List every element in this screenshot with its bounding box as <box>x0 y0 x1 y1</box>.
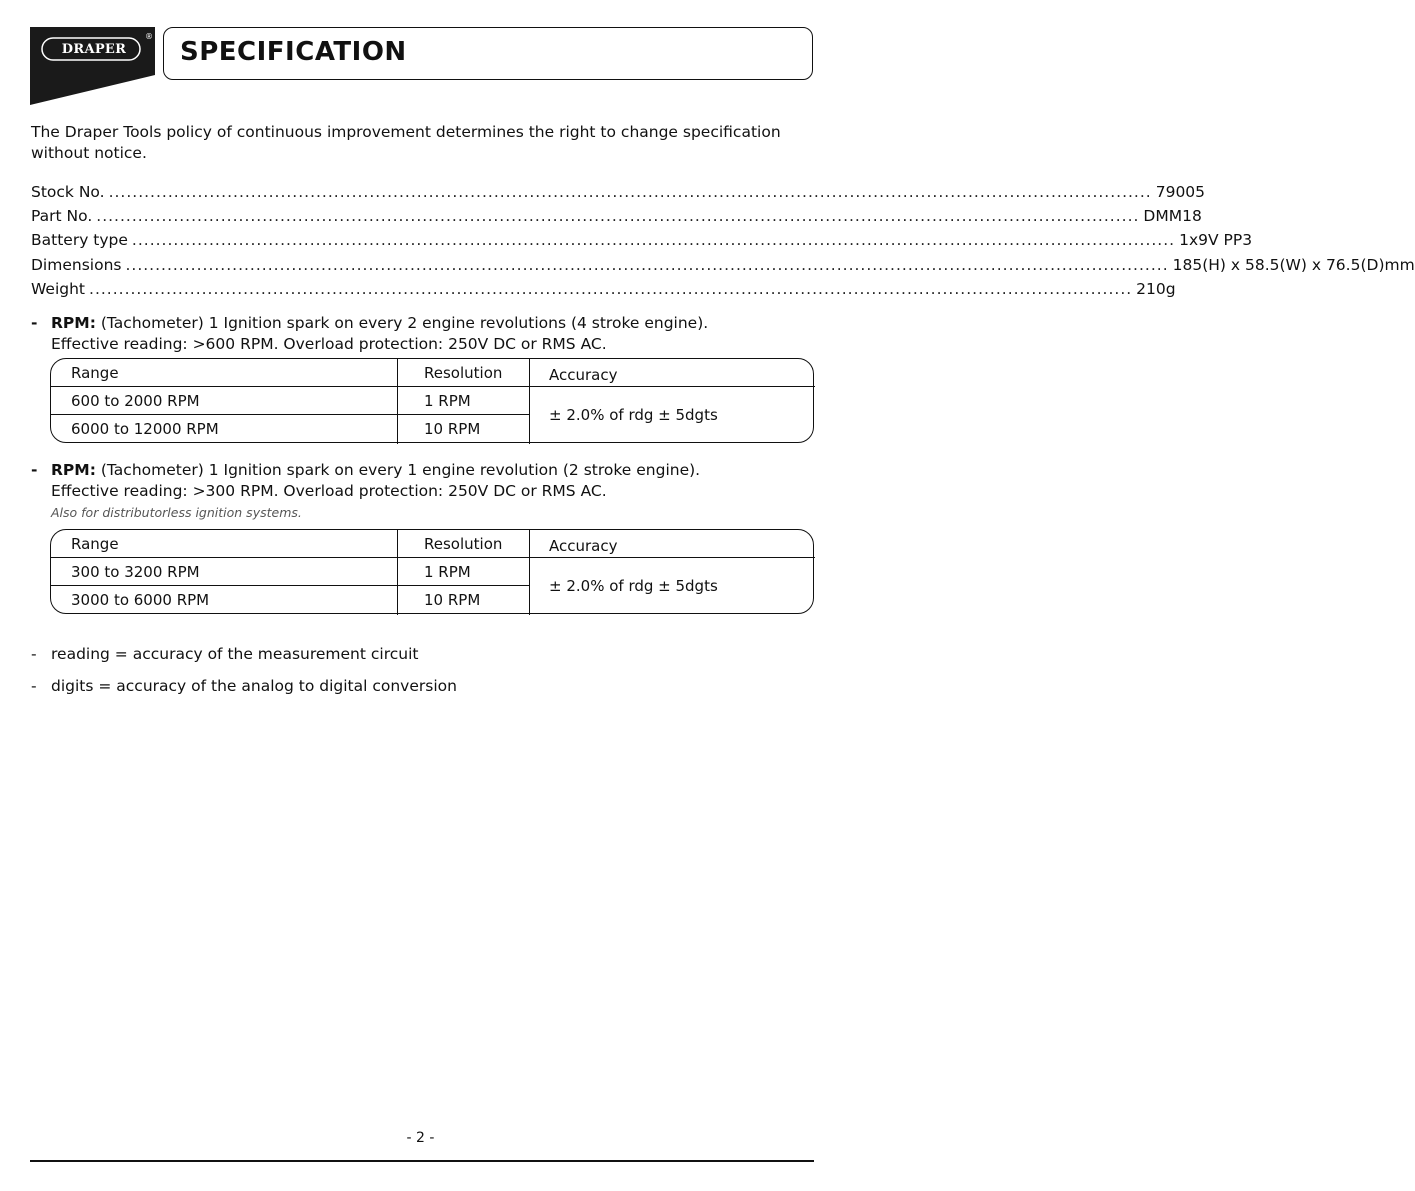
note-dash: - <box>31 677 37 695</box>
section-line-2: Effective reading: >300 RPM. Overload protection: 250V DC or RMS AC. <box>51 482 607 500</box>
spec-label: Stock No. <box>31 183 105 201</box>
leader-dots: ................................................................................................................................................................................ <box>125 256 1169 274</box>
footer-rule <box>30 1160 814 1162</box>
spec-row-battery <box>31 229 1253 251</box>
spec-label: Part No. <box>31 207 93 225</box>
note-dash: - <box>31 645 37 663</box>
section-label: RPM: <box>51 461 96 479</box>
spec-label: Weight <box>31 280 86 298</box>
spec-value: DMM18 <box>1143 207 1202 225</box>
header-accuracy: Accuracy <box>549 365 618 384</box>
note-digits <box>31 677 457 695</box>
cell-resolution: 10 RPM <box>424 590 481 609</box>
intro-paragraph: The Draper Tools policy of continuous improvement determines the right to change specification without notice. <box>31 123 781 162</box>
rpm-section-2-stroke <box>31 460 821 523</box>
spec-row-dimensions <box>31 254 1415 276</box>
cell-resolution: 10 RPM <box>424 419 481 438</box>
spec-row-weight <box>31 278 1176 300</box>
spec-value: 210g <box>1136 280 1176 298</box>
rpm-section-4-stroke <box>31 313 821 355</box>
spec-value: 185(H) x 58.5(W) x 76.5(D)mm <box>1172 256 1415 274</box>
registered-mark: ® <box>145 32 153 41</box>
header-range: Range <box>71 363 119 382</box>
logo-banner-shape <box>30 27 155 107</box>
draper-logo <box>30 27 155 107</box>
spec-label: Battery type <box>31 231 128 249</box>
cell-resolution: 1 RPM <box>424 391 471 410</box>
cell-range: 3000 to 6000 RPM <box>71 590 210 609</box>
spec-row-stock <box>31 181 1206 203</box>
note-text: reading = accuracy of the measurement circuit <box>51 645 419 663</box>
cell-range: 6000 to 12000 RPM <box>71 419 219 438</box>
spec-label: Dimensions <box>31 256 122 274</box>
page-number: - 2 - <box>406 1130 435 1146</box>
leader-dots: ................................................................................................................................................................................ <box>131 231 1176 249</box>
cell-accuracy: ± 2.0% of rdg ± 5dgts <box>549 405 718 424</box>
section-line-1: (Tachometer) 1 Ignition spark on every 2 engine revolutions (4 stroke engine). <box>100 314 709 332</box>
header-resolution: Resolution <box>424 363 503 382</box>
section-line-1: (Tachometer) 1 Ignition spark on every 1 engine revolution (2 stroke engine). <box>100 461 701 479</box>
leader-dots: ................................................................................................................................................................................ <box>108 183 1152 201</box>
cell-range: 600 to 2000 RPM <box>71 391 200 410</box>
logo-wordmark: DRAPER <box>61 41 127 57</box>
leader-dots: ................................................................................................................................................................................ <box>96 207 1140 225</box>
section-label: RPM: <box>51 314 96 332</box>
rpm-table-2-stroke <box>50 529 814 614</box>
note-reading <box>31 645 418 663</box>
header-accuracy: Accuracy <box>549 536 618 555</box>
leader-dots: ................................................................................................................................................................................ <box>89 280 1133 298</box>
rpm-table-4-stroke <box>50 358 814 443</box>
cell-resolution: 1 RPM <box>424 562 471 581</box>
spec-value: 79005 <box>1155 183 1206 201</box>
cell-accuracy: ± 2.0% of rdg ± 5dgts <box>549 576 718 595</box>
note-text: digits = accuracy of the analog to digital conversion <box>51 677 457 695</box>
spec-value: 1x9V PP3 <box>1179 231 1253 249</box>
header-range: Range <box>71 534 119 553</box>
title-box <box>163 27 813 80</box>
section-note: Also for distributorless ignition systems. <box>51 505 302 520</box>
bullet-dash: - <box>31 461 38 479</box>
spec-row-part <box>31 205 1202 227</box>
bullet-dash: - <box>31 314 38 332</box>
cell-range: 300 to 3200 RPM <box>71 562 200 581</box>
page-title: SPECIFICATION <box>180 37 407 67</box>
header-resolution: Resolution <box>424 534 503 553</box>
section-line-2: Effective reading: >600 RPM. Overload protection: 250V DC or RMS AC. <box>51 335 607 353</box>
